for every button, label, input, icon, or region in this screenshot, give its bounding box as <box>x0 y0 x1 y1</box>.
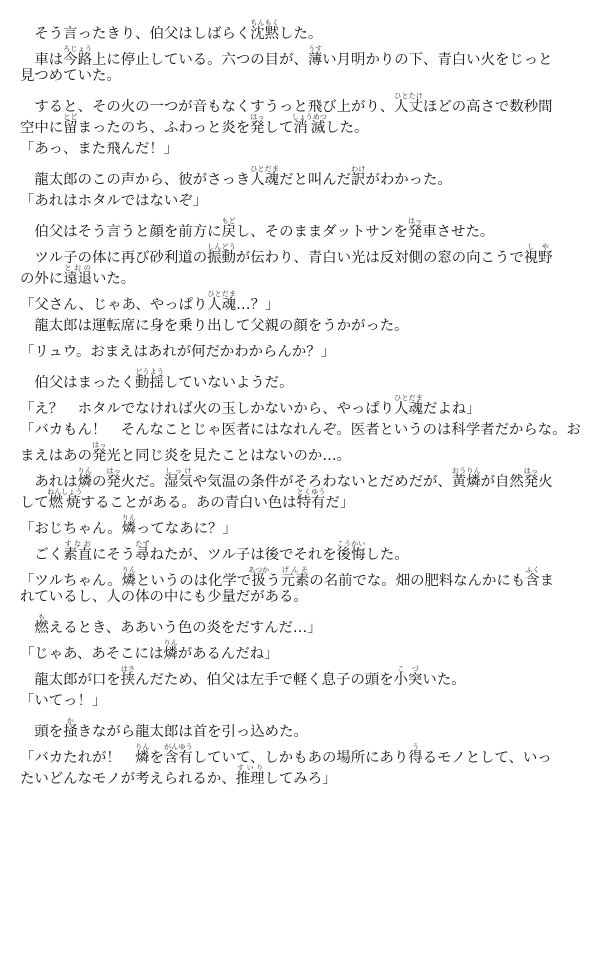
furigana: 燐りん <box>163 639 178 662</box>
furigana: 燐りん <box>121 514 137 537</box>
furigana: 人丈ひとたけ <box>394 92 423 115</box>
paragraph <box>20 40 593 87</box>
text-line: ツル子の体に再び砂利道の振動しんどうが伝わり、青白い光は反対側の窓の向こうで視野しや <box>20 243 553 266</box>
text-line: そう言ったきり、伯父はしばらく沈黙ちんもくした。 <box>20 19 323 42</box>
text-line: 「リュウ。おまえはあれが何だかわからんか？」 <box>20 344 336 360</box>
furigana: 発はっ <box>407 217 423 240</box>
furigana: 沈黙ちんもく <box>250 19 280 42</box>
text-line: すると、その火の一つが音もなくすうっと飛び上がり、人丈ひとたけほどの高さで数秒間 <box>20 92 553 115</box>
furigana: 発はっ <box>523 467 539 490</box>
text-line: たいどんなモノが考えられるか、推理すいりしてみろ」 <box>20 764 337 787</box>
furigana: 留とど <box>63 113 78 136</box>
text-line: ごく素直すなおにそう尋たずねたが、ツル子は後でそれを後悔こうかいした。 <box>20 540 409 563</box>
furigana: 特有とくゆう <box>296 488 326 511</box>
furigana: 挟はさ <box>120 665 136 688</box>
furigana: 発はっ <box>91 441 107 464</box>
paragraph <box>20 363 593 389</box>
text-line: 「バカもん！ そんなことじゃ医者にはなれんぞ。医者というのは科学者だからな。お <box>20 422 581 438</box>
text-line: 「じゃあ、あそこには燐りんがあるんだね」 <box>20 639 279 662</box>
text-line: 見つめていた。 <box>20 68 121 84</box>
furigana: 消滅しょうめつ <box>291 113 327 136</box>
paragraph <box>20 14 593 40</box>
furigana: 燐りん <box>135 743 150 766</box>
text-line: れているし、人の体の中にも少量だがある。 <box>20 589 308 605</box>
furigana: 今路ろじょう <box>63 45 92 68</box>
furigana: 黄燐おうりん <box>451 467 481 490</box>
furigana: 元素げんそ <box>280 566 310 589</box>
text-line: 「いてっ！」 <box>20 693 107 709</box>
text-line: 「え？ ホタルでなければ火の玉しかないから、やっぱり人魂ひとだまだよね」 <box>20 394 481 417</box>
text-line: 龍太郎は運転席に身を乗り出して父親の顔をうかがった。 <box>20 318 409 334</box>
furigana: 小突こづ <box>393 665 423 688</box>
paragraph <box>20 212 593 238</box>
text-line: 「父さん、じゃあ、やっぱり人魂ひとだま…？」 <box>20 290 280 313</box>
text-line: の外に遠退とおのいた。 <box>20 264 136 287</box>
furigana: 戻もど <box>221 217 236 240</box>
text-line: 頭を掻かきながら龍太郎は首を引っ込めた。 <box>20 717 308 740</box>
furigana: 人魂ひとだま <box>394 394 423 417</box>
text-line: 伯父はまったく動揺どうようしていないようだ。 <box>20 368 294 391</box>
furigana: 得う <box>408 743 423 766</box>
paragraph <box>20 87 593 134</box>
furigana: 人魂ひとだま <box>250 165 280 188</box>
text-line: 「ツルちゃん。燐りんというのは化学で扱あつかう元素げんその名前でな。畑の肥料なんかにも含ふくま <box>20 566 555 589</box>
furigana: 燃も <box>34 613 49 636</box>
text-line: 空中に留とどまったのち、ふわっと炎を発はっして消滅しょうめつした。 <box>20 113 369 136</box>
text-line: 「あっ、また飛んだ！」 <box>20 141 179 157</box>
furigana: 後悔こうかい <box>336 540 366 563</box>
text-line: 燃もえるとき、ああいう色の炎をだすんだ…」 <box>34 613 322 636</box>
furigana: 振動しんどう <box>207 243 236 266</box>
paragraph <box>20 712 593 738</box>
furigana: 尋たず <box>135 540 150 563</box>
furigana: 燐りん <box>121 566 137 589</box>
paragraph <box>20 561 593 608</box>
text-line: 龍太郎が口を挟はさんだため、伯父は左手で軽く息子の頭を小突こづいた。 <box>20 665 466 688</box>
furigana: 発はっ <box>250 113 265 136</box>
furigana: 素直すなお <box>63 540 92 563</box>
text-line: 龍太郎のこの声から、彼がさっき人魂ひとだまだと叫んだ訳わけがわかった。 <box>20 165 452 188</box>
paragraph <box>20 238 593 285</box>
text-line: 伯父はそう言うと顔を前方に戻もどし、そのままダットサンを発はっ車させた。 <box>20 217 495 240</box>
furigana: 発はっ <box>106 467 121 490</box>
furigana: 扱あつか <box>248 566 270 589</box>
furigana: 視野しや <box>523 243 553 266</box>
furigana: 含有がんゆう <box>163 743 193 766</box>
paragraph <box>20 462 593 509</box>
furigana: 燃焼ねんしょう <box>47 488 83 511</box>
paragraph <box>20 337 593 363</box>
paragraph <box>20 738 593 785</box>
text-line: 車は今路ろじょう上に停止している。六つの目が、薄うすい月明かりの下、青白い火をじっと <box>20 45 553 68</box>
furigana: 燐りん <box>77 467 92 490</box>
text-line: まえはあの発はっ光と同じ炎を見たことはないのか…。 <box>20 441 352 464</box>
text-line: 「あれはホタルではないぞ」 <box>20 193 208 209</box>
text-line: して燃焼ねんしょうすることがある。あの青白い色は特有とくゆうだ」 <box>20 488 355 511</box>
text-line: 「バカたれが！ 燐りんを含有がんゆうしていて、しかもあの場所にあり得うるモノとして、いっ <box>20 743 552 766</box>
paragraph <box>20 608 593 634</box>
furigana: 湿気しっけ <box>163 467 193 490</box>
furigana: 含ふく <box>525 566 540 589</box>
furigana: 動揺どうよう <box>135 368 164 391</box>
furigana: 掻か <box>63 717 78 740</box>
paragraph <box>20 415 593 462</box>
furigana: 薄うす <box>307 45 323 68</box>
text-line: 「おじちゃん。燐りんってなあに？」 <box>20 514 237 537</box>
furigana: 訳わけ <box>351 165 366 188</box>
furigana: 遠退とおの <box>63 264 92 287</box>
furigana: 推理すいり <box>235 764 265 787</box>
text-line: あれは燐りんの発はっ火だ。湿気しっけや気温の条件がそろわないとだめだが、黄燐おうりんが自然発はっ火 <box>20 467 553 490</box>
furigana: 人魂ひとだま <box>207 290 237 313</box>
paragraph <box>20 160 593 186</box>
